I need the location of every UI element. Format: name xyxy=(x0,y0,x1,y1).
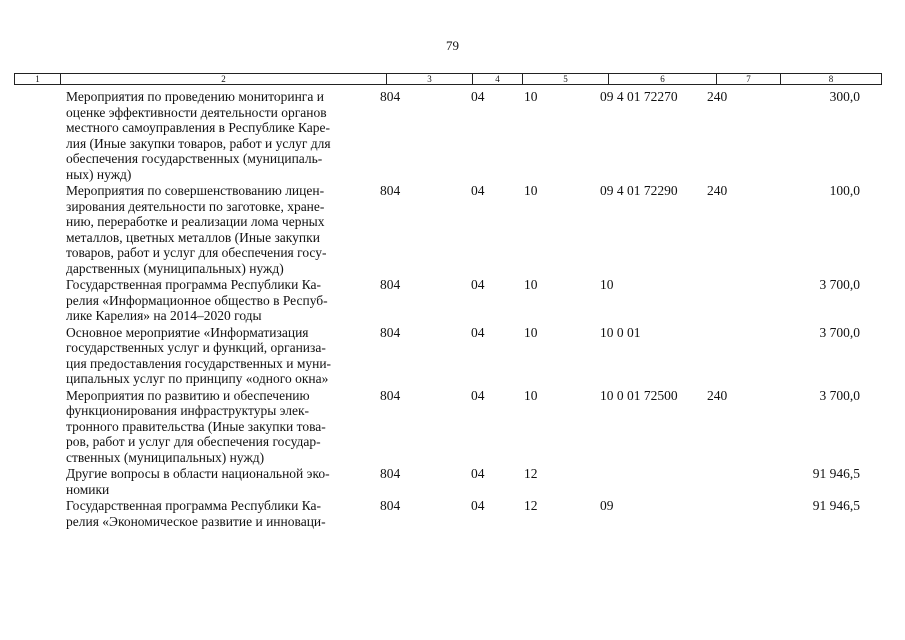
row-department-code: 804 xyxy=(380,89,401,104)
row-section-code: 04 xyxy=(471,183,485,198)
row-target-article: 09 4 01 72290 xyxy=(600,183,678,198)
row-amount: 3 700,0 xyxy=(819,387,860,403)
row-subsection-code: 10 xyxy=(524,89,538,104)
header-col-2: 2 xyxy=(61,74,387,84)
row-subsection-code: 12 xyxy=(524,466,538,481)
row-department-code: 804 xyxy=(380,498,401,513)
row-amount: 91 946,5 xyxy=(812,466,860,481)
row-amount: 3 700,0 xyxy=(819,324,860,340)
row-description: Государственная программа Республики Ка- релия «Информационное общество в Респуб- лике Карелия» на 2014–2020 годы xyxy=(66,277,328,323)
row-section-code: 04 xyxy=(471,498,485,513)
table-row xyxy=(0,466,905,498)
row-description: Мероприятия по проведению мониторинга и оценке эффективности деятельности органов местного самоуправления в Республике Каре- лия (Иные закупки товаров, работ и услуг для обеспечения государственных (муниципаль- ных) нужд) xyxy=(66,89,331,182)
row-description: Основное мероприятие «Информатизация государственных услуг и функций, организа- ция предоставления государственных и муни- ципальных услуг по принципу «одного окна» xyxy=(66,324,332,386)
table-row xyxy=(0,498,905,530)
header-col-1: 1 xyxy=(15,74,61,84)
row-department-code: 804 xyxy=(380,277,401,292)
table-row xyxy=(0,277,905,325)
row-department-code: 804 xyxy=(380,466,401,481)
row-target-article: 10 0 01 72500 xyxy=(600,387,678,403)
row-amount: 100,0 xyxy=(829,183,860,198)
row-section-code: 04 xyxy=(471,387,485,403)
row-target-article: 09 4 01 72270 xyxy=(600,89,678,104)
row-department-code: 804 xyxy=(380,387,401,403)
table-row xyxy=(0,325,905,388)
row-description: Мероприятия по совершенствованию лицен- зирования деятельности по заготовке, хране- нию, переработке и реализации лома черных металлов, цветных металлов (Иные закупки товаров, работ и услуг для обеспечения госу- дарственных (муниципальных) нужд) xyxy=(66,183,327,276)
row-subsection-code: 10 xyxy=(524,277,538,292)
header-col-3: 3 xyxy=(387,74,473,84)
row-subsection-code: 10 xyxy=(524,183,538,198)
row-amount: 3 700,0 xyxy=(819,277,860,292)
row-expense-type: 240 xyxy=(707,183,728,198)
row-subsection-code: 10 xyxy=(524,387,538,403)
row-subsection-code: 12 xyxy=(524,498,538,513)
row-target-article: 09 xyxy=(600,498,614,513)
page-number: 79 xyxy=(446,38,459,53)
row-description: Государственная программа Республики Ка- релия «Экономическое развитие и инноваци- xyxy=(66,498,326,529)
row-description: Мероприятия по развитию и обеспечению функционирования инфраструктуры элек- тронного правительства (Иные закупки това- ров, работ и услуг для обеспечения государ- ственных (муниципальных) нужд) xyxy=(66,387,326,465)
row-expense-type: 240 xyxy=(707,387,728,403)
row-section-code: 04 xyxy=(471,89,485,104)
row-subsection-code: 10 xyxy=(524,324,538,340)
header-col-6: 6 xyxy=(609,74,717,84)
table-row xyxy=(0,388,905,467)
row-section-code: 04 xyxy=(471,277,485,292)
row-section-code: 04 xyxy=(471,324,485,340)
table-row xyxy=(0,89,905,183)
header-col-5: 5 xyxy=(523,74,609,84)
row-description: Другие вопросы в области национальной эко- номики xyxy=(66,466,330,497)
row-department-code: 804 xyxy=(380,324,401,340)
row-target-article: 10 0 01 xyxy=(600,324,641,340)
table-header xyxy=(14,73,882,85)
table-body xyxy=(0,89,905,530)
row-department-code: 804 xyxy=(380,183,401,198)
header-col-7: 7 xyxy=(717,74,781,84)
header-col-8: 8 xyxy=(828,74,834,84)
row-target-article: 10 xyxy=(600,277,614,292)
row-section-code: 04 xyxy=(471,466,485,481)
header-col-4: 4 xyxy=(473,74,523,84)
row-amount: 300,0 xyxy=(829,89,860,104)
row-expense-type: 240 xyxy=(707,89,728,104)
row-amount: 91 946,5 xyxy=(812,498,860,513)
table-row xyxy=(0,183,905,277)
